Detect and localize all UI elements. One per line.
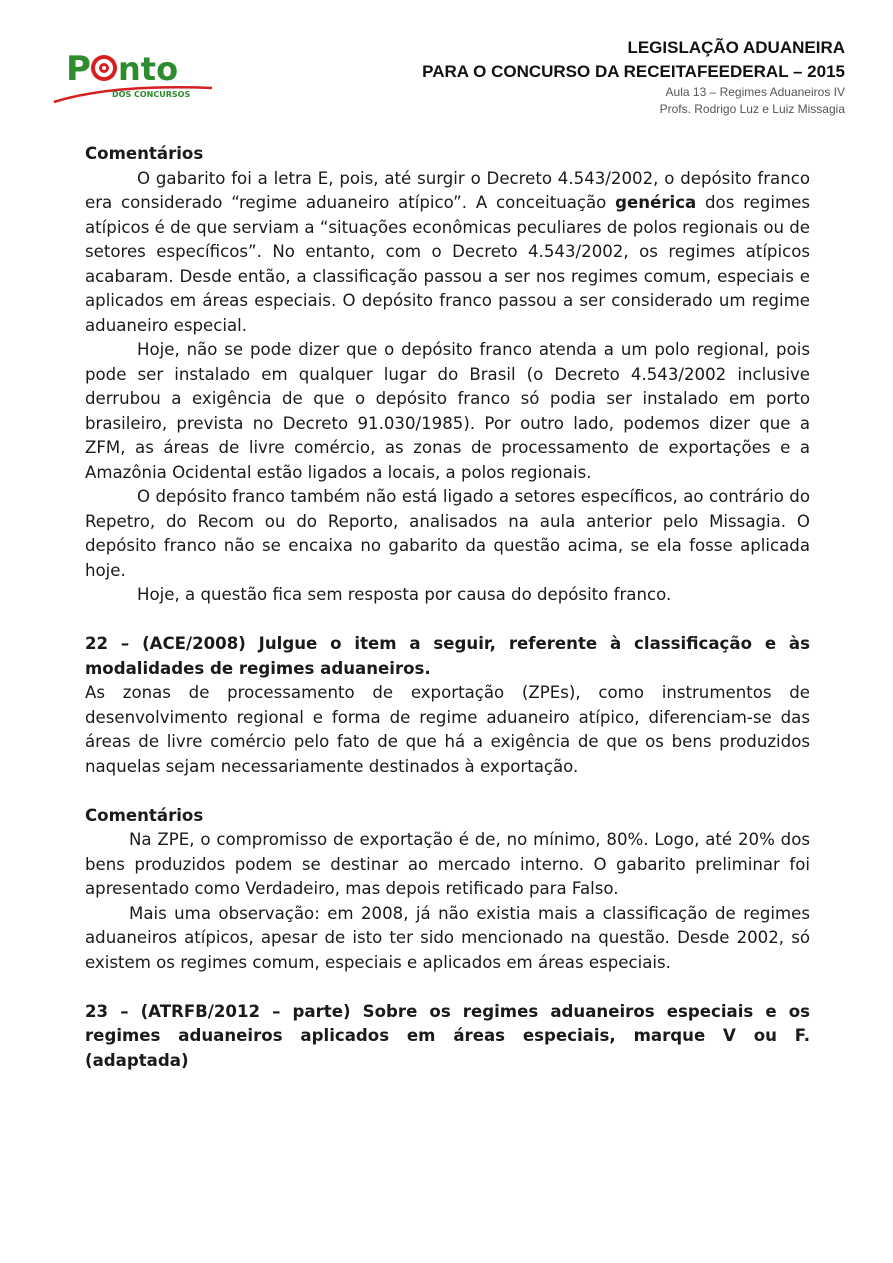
comentario1-paragraph-2: Hoje, não se pode dizer que o depósito franco atenda a um polo regional, pois pode ser instalado em qualquer lugar do Brasil (o Decreto 4.543/2002 inclusive derrubou a exigência de que o depósito franco só podia ser instalado em porto brasileiro, prevista no Decreto 91.030/1985). Por outro lado, podemos dizer que a ZFM, as áreas de livre comércio, as zonas de processamento de exportações e a Amazônia Ocidental estão ligados a locais, a polos regionais. [85,340,810,482]
question-23-heading: 23 – (ATRFB/2012 – parte) Sobre os regimes aduaneiros especiais e os regimes aduaneiros aplicados em áreas especiais, marque V ou F. (adaptada) [85,1001,810,1070]
c1-p1-start: O gabarito foi a letra E, pois, até surgir o Decreto 4.543/2002, o depósito franco era considerado “regime aduaneiro atípico”. A conceituação [85,168,810,212]
logo-letter-p: P [66,49,91,89]
page-body [85,142,810,1073]
comentario2-paragraph-1: Na ZPE, o compromisso de exportação é de, no mínimo, 80%. Logo, até 20% dos bens produzidos podem se destinar ao mercado interno. O gabarito preliminar foi apresentado como Verdadeiro, mas depois retificado para Falso. [85,830,810,898]
header-title-line1: LEGISLAÇÃO ADUANEIRA [627,38,845,57]
comentario2-paragraph-2: Mais uma observação: em 2008, já não existia mais a classificação de regimes aduaneiros atípicos, apesar de isto ter sido mencionado na questão. Desde 2002, só existem os regimes comum, especiais e aplicados em áreas especiais. [85,903,810,972]
header-subtitle-line2: Profs. Rodrigo Luz e Luiz Missagia [659,102,845,116]
c1-p1-end: dos regimes atípicos é de que serviam a “situações econômicas peculiares de polos regionais ou de setores específicos”. No entanto, com o Decreto 4.543/2002, os regimes atípicos acabaram. Desde então, a classificação passou a ser nos regimes comum, especiais e aplicados em áreas especiais. O depósito franco passou a ser considerado um regime aduaneiro especial. [85,193,811,335]
c1-p1-bold: genérica [615,193,697,212]
target-icon [91,55,117,81]
comentarios-heading-2: Comentários [85,805,204,825]
comentario1-paragraph-1 [85,167,810,339]
comentario1-paragraph-4: Hoje, a questão fica sem resposta por causa do depósito franco. [137,585,672,604]
comentarios-heading-1: Comentários [85,144,204,163]
logo-tagline: DOS CONCURSOS [112,90,191,99]
page-header [0,0,893,125]
header-title-line2: PARA O CONCURSO DA RECEITAFEEDERAL – 2015 [422,62,845,81]
header-subtitle-line1: Aula 13 – Regimes Aduaneiros IV [665,85,845,99]
question-22-heading: 22 – (ACE/2008) Julgue o item a seguir, referente à classificação e às modalidades de regimes aduaneiros. [85,634,810,678]
comentario1-paragraph-3: O depósito franco também não está ligado a setores específicos, ao contrário do Repetro, do Recom ou do Reporto, analisados na aula anterior pelo Missagia. O depósito franco não se encaixa no gabarito da questão acima, se ela fosse aplicada hoje. [85,487,810,580]
ponto-logo [52,44,222,106]
logo-letters-nto: nto [118,50,179,88]
question-22-text: As zonas de processamento de exportação (ZPEs), como instrumentos de desenvolvimento regional e forma de regime aduaneiro atípico, diferenciam-se das áreas de livre comércio pelo fato de que há a exigência de que os bens produzidos naquelas sejam necessariamente destinados à exportação. [85,683,810,776]
header-titles [422,36,845,118]
